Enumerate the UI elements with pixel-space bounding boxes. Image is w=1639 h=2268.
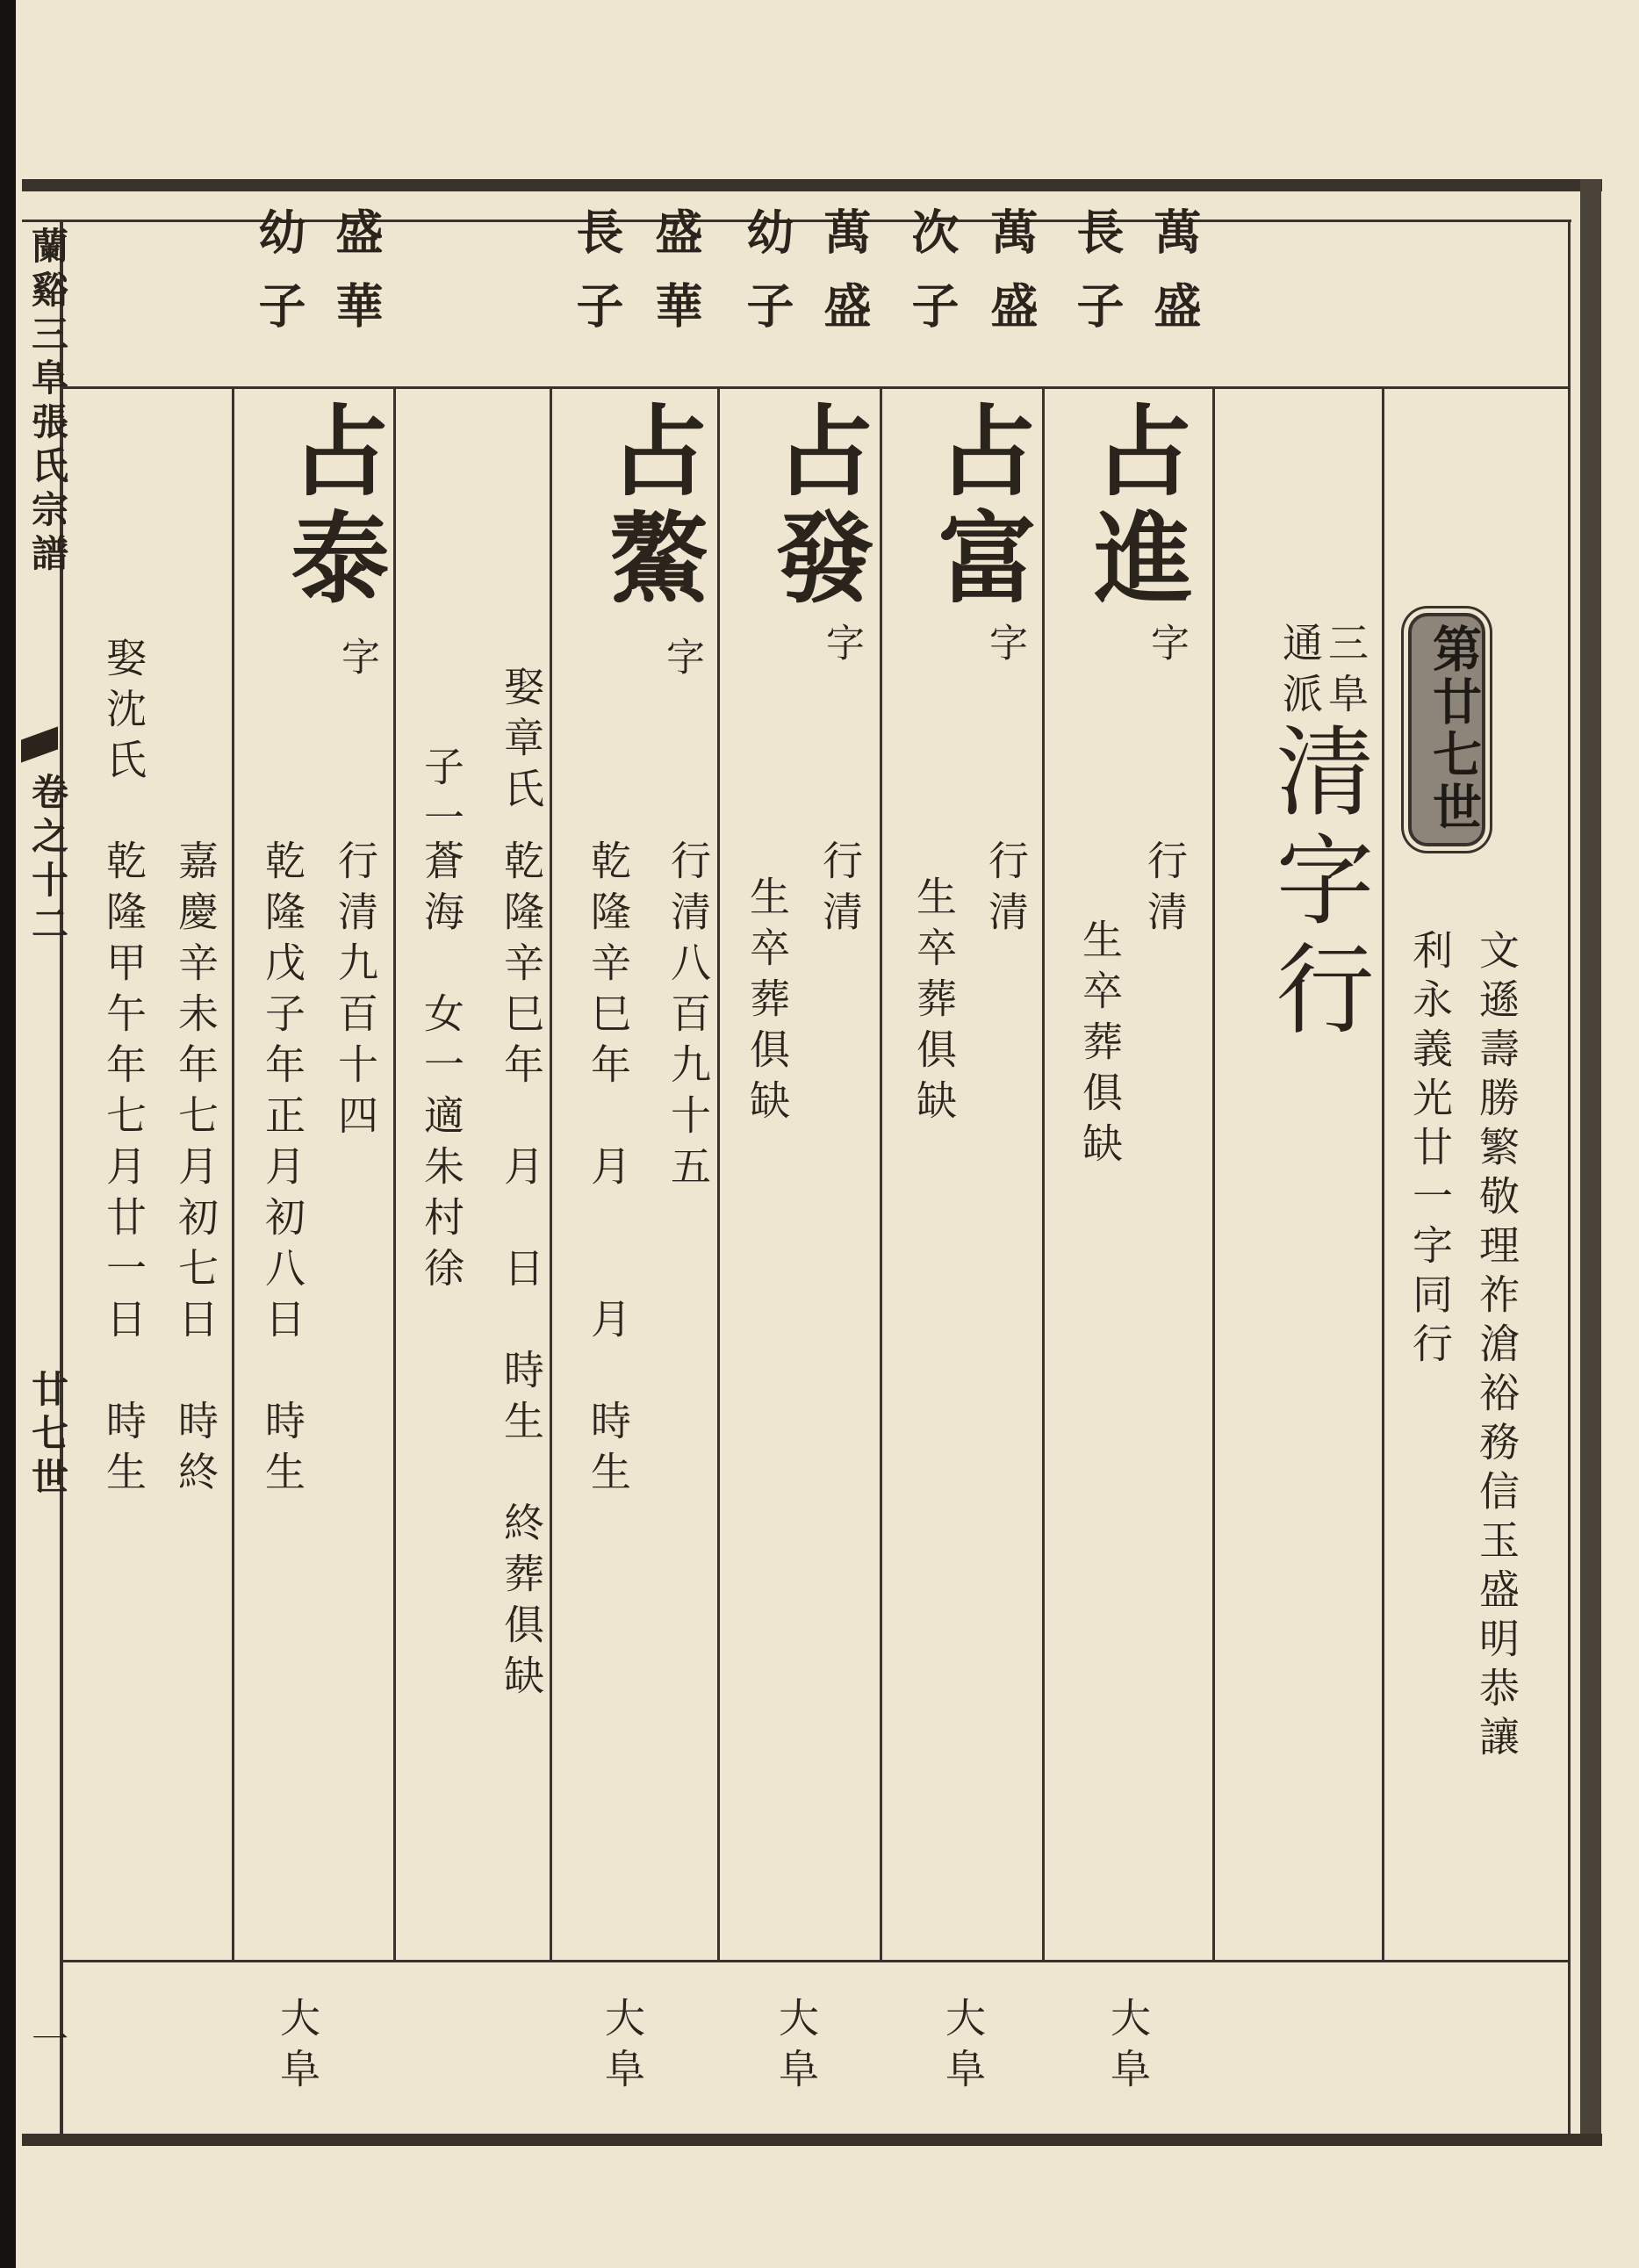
member-death: 嘉慶辛未年七月初七日 時終	[172, 839, 219, 1501]
register-bottom-divider	[63, 1960, 1568, 1962]
member-hang: 行清九百十四	[332, 839, 379, 1145]
generation-poem-line2: 利永義光廿一字同行	[1406, 929, 1454, 1372]
scan-edge	[0, 0, 16, 2268]
column-divider	[1212, 388, 1215, 1960]
frame-top	[22, 179, 1602, 191]
member-name: 占泰	[275, 400, 390, 614]
member-children: 蒼海 女一適朱村徐	[418, 839, 465, 1298]
member-wife: 娶沈氏	[100, 637, 147, 789]
column-divider	[880, 388, 882, 1960]
column-divider	[232, 388, 234, 1960]
register-father: 萬盛	[983, 207, 1039, 355]
member-hang: 行清八百九十五	[665, 839, 712, 1196]
register-father: 萬盛	[1147, 207, 1203, 355]
member-name: 占鰲	[593, 400, 708, 614]
member-life: 生卒葬俱缺	[1076, 918, 1124, 1173]
member-life: 生卒葬俱缺	[910, 875, 958, 1130]
member-hang: 行清	[1141, 839, 1189, 941]
column-divider	[717, 388, 720, 1960]
column-divider	[393, 388, 396, 1960]
register-rank: 幼子	[251, 207, 307, 355]
register-rank: 長子	[569, 207, 625, 355]
member-name: 占進	[1078, 400, 1193, 614]
generation-poem-line1: 文遜壽勝繁敬理祚滄裕務信玉盛明恭讓	[1473, 929, 1520, 1765]
member-hang: 行清	[982, 839, 1030, 941]
column-divider	[1382, 388, 1384, 1960]
member-zi-label: 字	[1144, 623, 1189, 661]
register-top-divider	[63, 386, 1568, 389]
member-name: 占富	[922, 400, 1037, 614]
member-place: 大阜	[773, 1997, 820, 2099]
member-wife: 娶章氏	[498, 666, 545, 818]
member-hang: 行清	[816, 839, 864, 941]
branch-label-a: 三阜	[1322, 622, 1369, 724]
register-rank: 幼子	[739, 207, 795, 355]
register-father: 盛華	[328, 207, 385, 355]
fishtail-mark	[21, 726, 58, 762]
column-divider	[1042, 388, 1045, 1960]
frame-bottom	[22, 2134, 1602, 2146]
branch-label-b: 通派	[1276, 622, 1324, 724]
spine-generation: 廿七世	[26, 1370, 69, 1501]
register-rank: 次子	[904, 207, 960, 355]
spine-page-number: 一	[26, 2020, 69, 2056]
frame-right	[1580, 179, 1601, 2146]
member-wife-life: 乾隆甲午年七月廿一日 時生	[100, 839, 147, 1501]
member-life: 乾隆辛巳年 月 月 時生	[585, 839, 632, 1501]
generation-badge: 第廿七世	[1408, 613, 1485, 846]
spine-title: 蘭谿三阜張氏宗譜	[26, 227, 69, 578]
register-father: 盛華	[648, 207, 704, 355]
register-father: 萬盛	[816, 207, 873, 355]
member-zi-label: 字	[819, 623, 864, 661]
member-place: 大阜	[939, 1997, 987, 2099]
member-sons: 子一	[418, 745, 465, 847]
member-zi-label: 字	[982, 623, 1027, 661]
member-life: 乾隆戊子年正月初八日 時生	[259, 839, 306, 1501]
register-rank: 長子	[1069, 207, 1125, 355]
member-zi-label: 字	[659, 637, 704, 675]
member-place: 大阜	[599, 1997, 646, 2099]
frame-right-inner	[1568, 220, 1571, 2134]
generation-heading: 清字行	[1260, 720, 1374, 1047]
member-life: 生卒葬俱缺	[744, 875, 791, 1130]
spine-volume: 卷之十二	[26, 773, 69, 948]
member-wife-life: 乾隆辛巳年 月 日 時生 終葬俱缺	[498, 839, 545, 1705]
member-name: 占發	[759, 400, 874, 614]
member-zi-label: 字	[334, 637, 379, 675]
member-place: 大阜	[1104, 1997, 1152, 2099]
member-place: 大阜	[274, 1997, 321, 2099]
